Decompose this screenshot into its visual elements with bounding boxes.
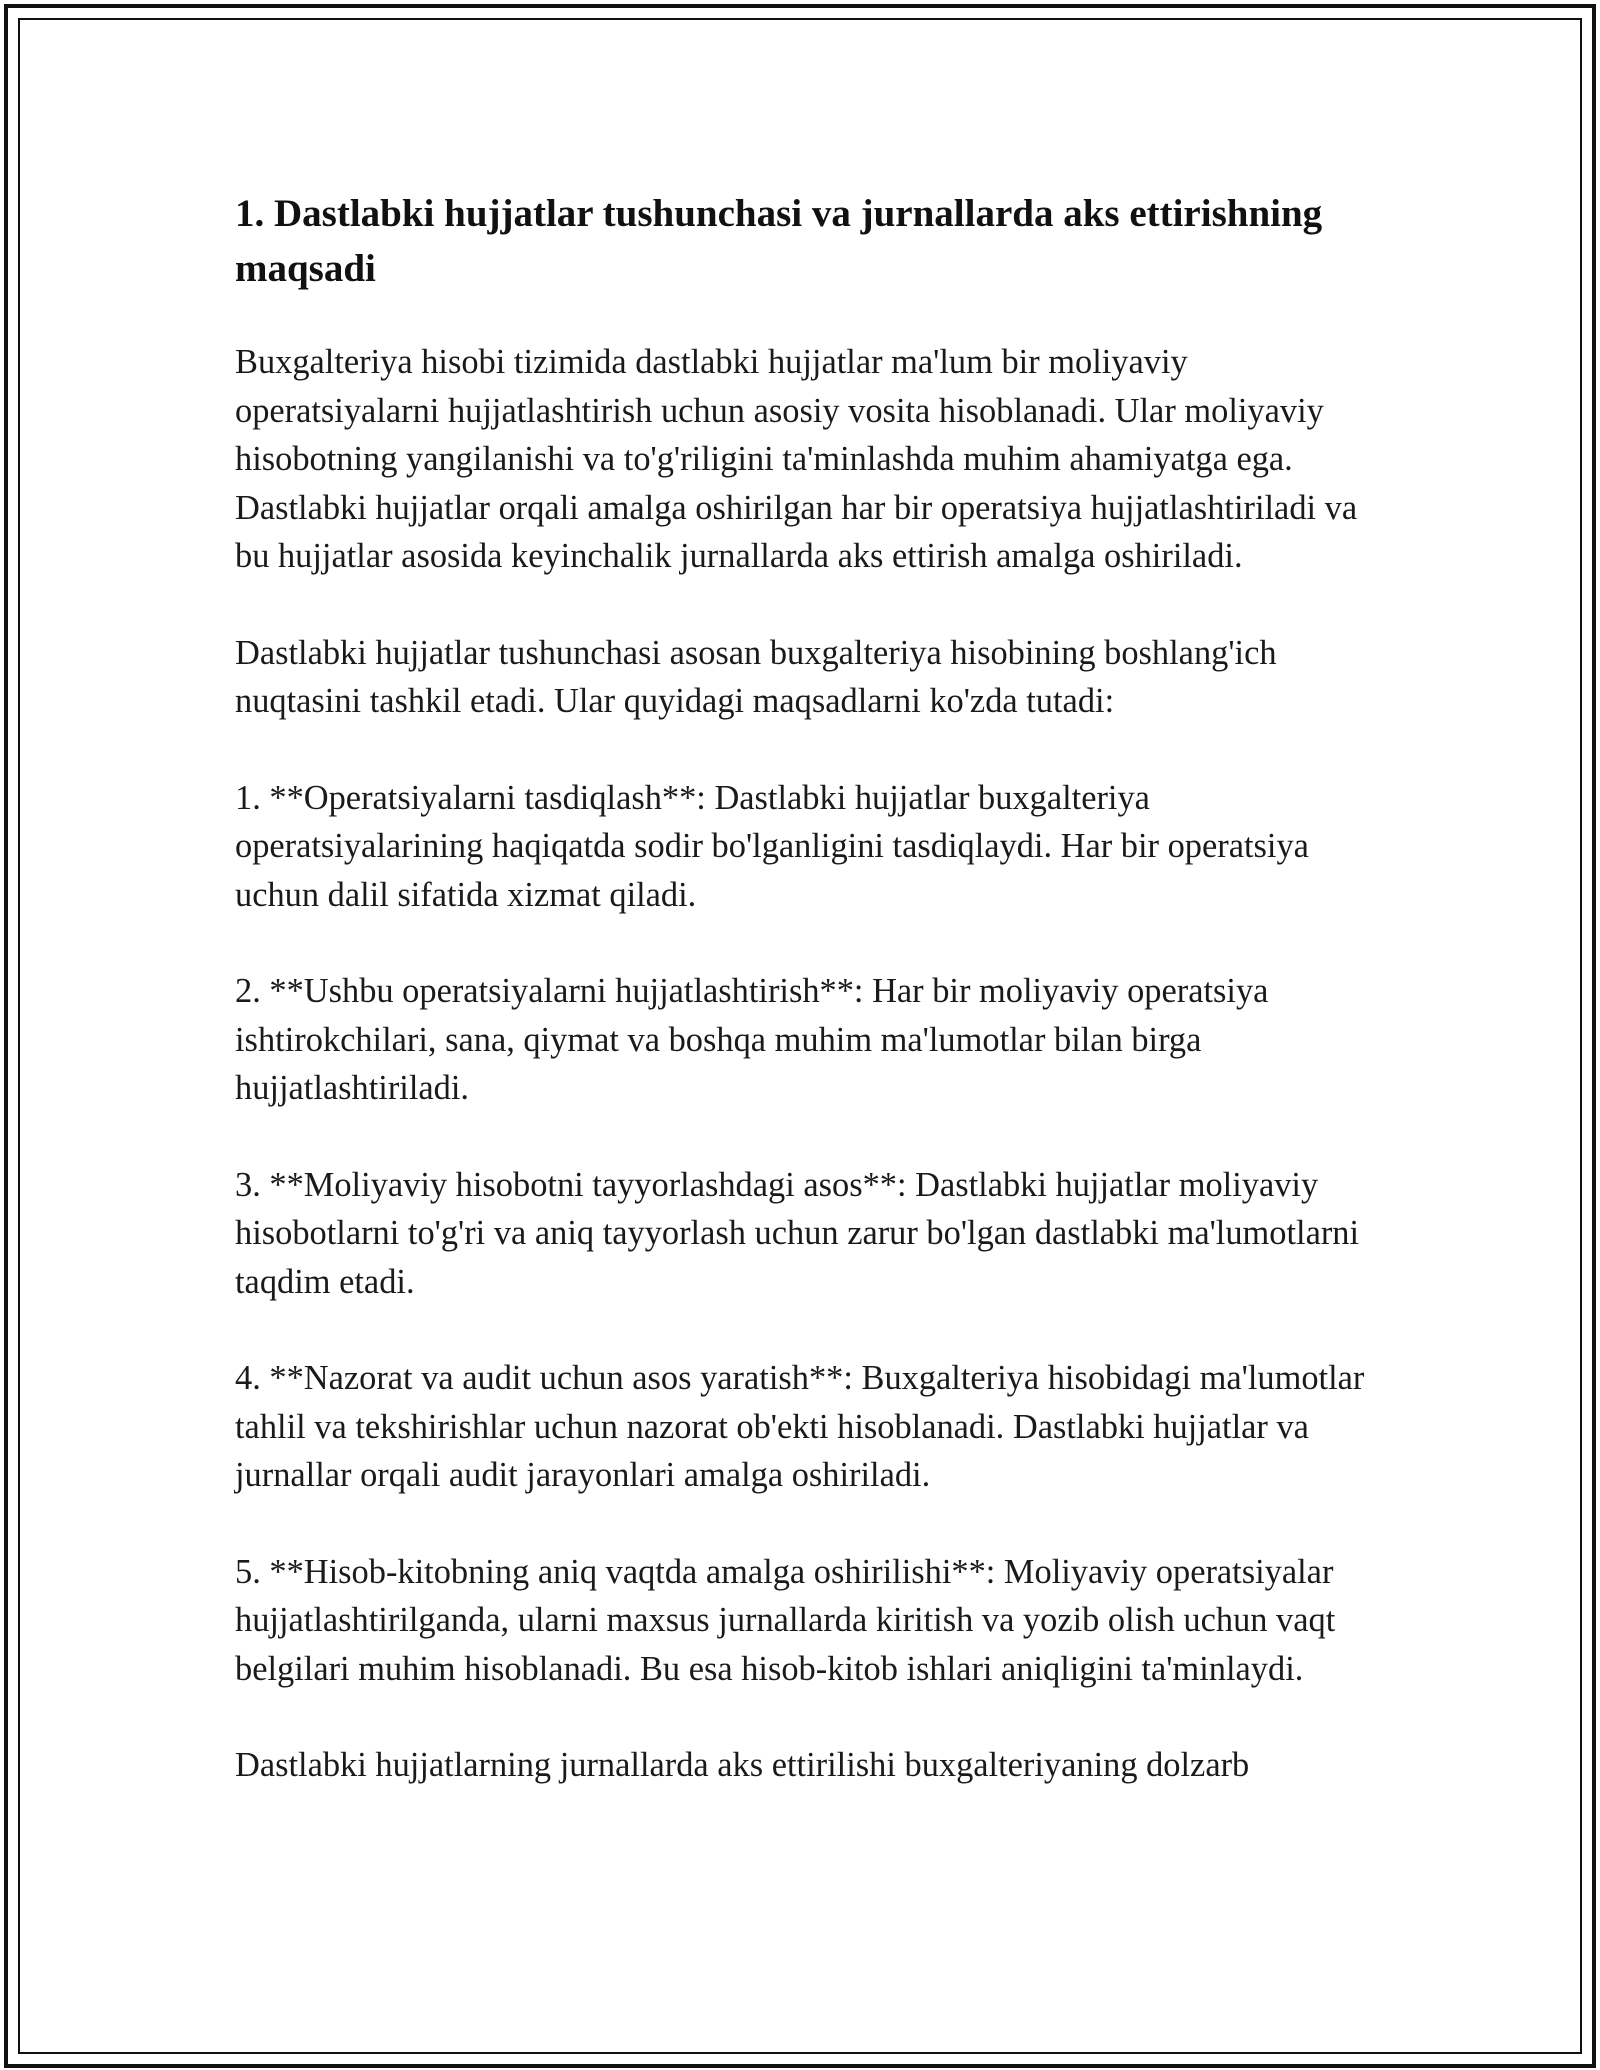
paragraph-intro: Buxgalteriya hisobi tizimida dastlabki hujjatlar ma'lum bir moliyaviy operatsiyalarni hujjatlashtirish uchun asosiy vosita hisoblanadi. Ular moliyaviy hisobotning yangilanishi va to'g'riligini ta'minlashda muhim ahamiyatga ega. Dastlabki hujjatlar orqali amalga oshirilgan har bir operatsiya hujjatlashtiriladi va bu hujjatlar asosida keyinchalik jurnallarda aks ettirish amalga oshiriladi. bbox=[235, 343, 1358, 575]
list-item-1: 1. **Operatsiyalarni tasdiqlash**: Dastlabki hujjatlar buxgalteriya operatsiyalarining haqiqatda sodir bo'lganligini tasdiqlaydi. Har bir operatsiya uchun dalil sifatida xizmat qiladi. bbox=[235, 778, 1309, 914]
document-body bbox=[235, 186, 1375, 1838]
section-heading: 1. Dastlabki hujjatlar tushunchasi va jurnallarda aks ettirishning maqsadi bbox=[235, 192, 1323, 290]
list-item-4: 4. **Nazorat va audit uchun asos yaratish**: Buxgalteriya hisobidagi ma'lumotlar tahlil va tekshirishlar uchun nazorat ob'ekti hisoblanadi. Dastlabki hujjatlar va jurnallar orqali audit jarayonlari amalga oshiriladi. bbox=[235, 1359, 1365, 1494]
list-item-2: 2. **Ushbu operatsiyalarni hujjatlashtirish**: Har bir moliyaviy operatsiya ishtirokchilari, sana, qiymat va boshqa muhim ma'lumotlar bilan birga hujjatlashtiriladi. bbox=[235, 972, 1269, 1107]
paragraph-conclusion: Dastlabki hujjatlarning jurnallarda aks ettirilishi buxgalteriyaning dolzarb bbox=[235, 1746, 1250, 1784]
list-item-5: 5. **Hisob-kitobning aniq vaqtda amalga oshirilishi**: Moliyaviy operatsiyalar hujjatlashtirilganda, ularni maxsus jurnallarda kiritish va yozib olish uchun vaqt belgilari muhim hisoblanadi. Bu esa hisob-kitob ishlari aniqligini ta'minlaydi. bbox=[235, 1552, 1336, 1688]
paragraph-concept: Dastlabki hujjatlar tushunchasi asosan buxgalteriya hisobining boshlang'ich nuqtasini tashkil etadi. Ular quyidagi maqsadlarni ko'zda tutadi: bbox=[235, 633, 1277, 720]
list-item-3: 3. **Moliyaviy hisobotni tayyorlashdagi asos**: Dastlabki hujjatlar moliyaviy hisobotlarni to'g'ri va aniq tayyorlash uchun zarur bo'lgan dastlabki ma'lumotlarni taqdim etadi. bbox=[235, 1165, 1360, 1301]
